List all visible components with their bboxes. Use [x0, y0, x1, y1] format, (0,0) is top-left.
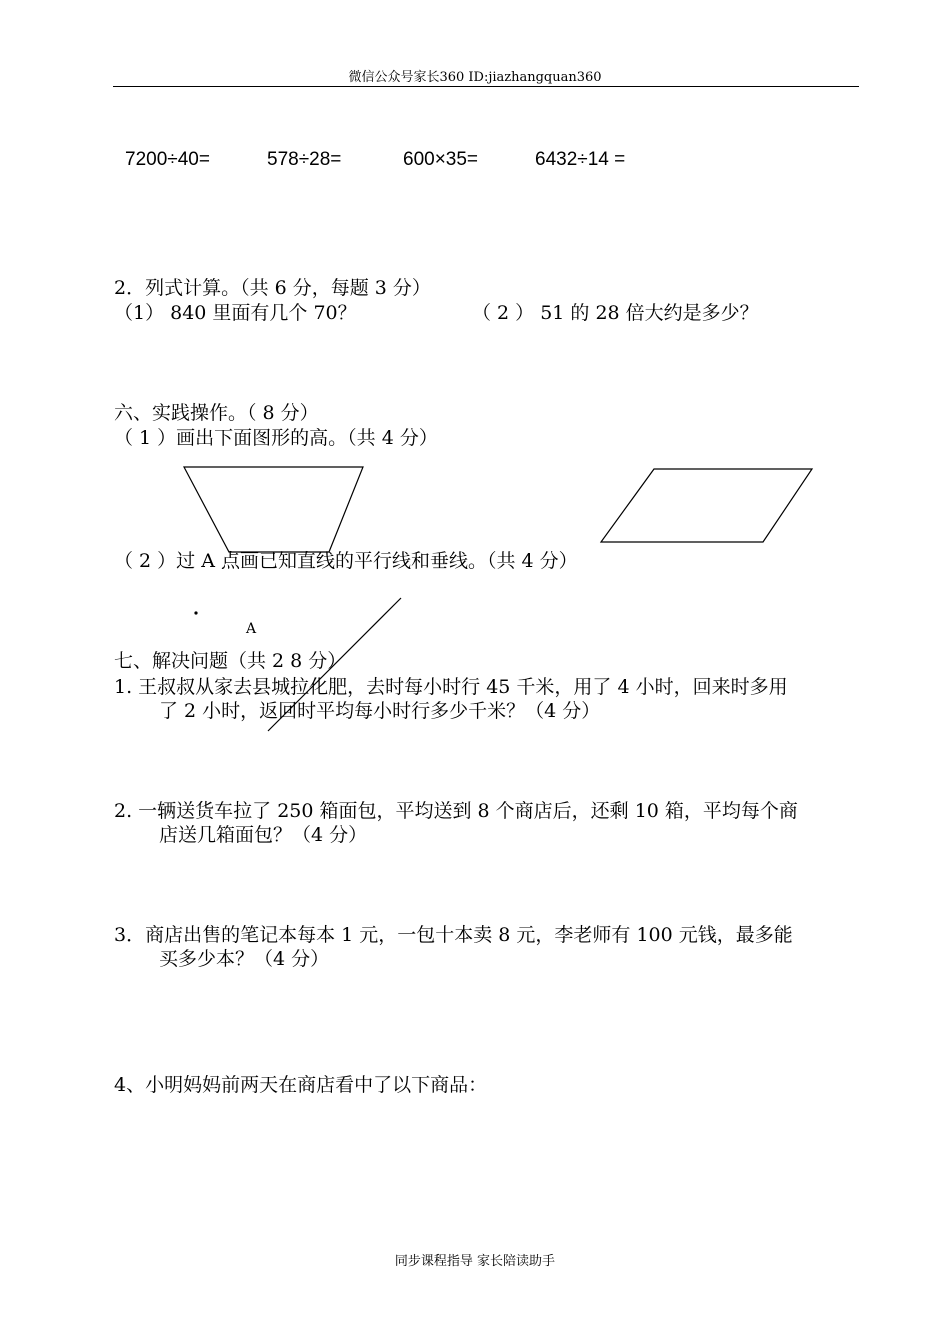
page-header: 微信公众号家长360 ID:jiazhangquan360 — [348, 70, 602, 85]
problem-3-line-1: 3．商店出售的笔记本每本 1 元，一包十本卖 8 元，李老师有 100 元钱，最多能 — [114, 924, 793, 946]
problem-1-line-1: 1. 王叔叔从家去县城拉化肥，去时每小时行 45 千米，用了 4 小时，回来时多用 — [114, 676, 788, 698]
section6-question-2: （ 2 ）过 A 点画已知直线的平行线和垂线。（共 4 分） — [114, 550, 578, 572]
section2-question-1: （1） 840 里面有几个 70？ — [114, 302, 357, 324]
calc-item-3: 600×35= — [403, 149, 479, 170]
point-a — [194, 611, 197, 614]
problem-2-line-1: 2. 一辆送货车拉了 250 箱面包，平均送到 8 个商店后，还剩 10 箱，平均每个商 — [114, 800, 798, 822]
section2-title: 2．列式计算。（共 6 分，每题 3 分） — [114, 277, 431, 299]
calc-item-2: 578÷28= — [267, 149, 342, 170]
section2-question-2: （ 2 ） 51 的 28 倍大约是多少？ — [472, 302, 759, 324]
given-line — [268, 598, 401, 731]
page-footer: 同步课程指导 家长陪读助手 — [394, 1254, 556, 1269]
section7-title: 七、解决问题（共 2 8 分） — [114, 650, 347, 672]
point-a-label: A — [246, 621, 257, 637]
problem-3-line-2: 买多少本？（4 分） — [159, 948, 330, 970]
problem-4: 4、小明妈妈前两天在商店看中了以下商品： — [114, 1074, 488, 1096]
section6-title: 六、实践操作。（ 8 分） — [114, 402, 319, 424]
calc-item-1: 7200÷40= — [125, 149, 210, 170]
calc-item-4: 6432÷14 = — [535, 149, 626, 170]
parallelogram-figure — [601, 469, 812, 542]
section6-question-1: （ 1 ）画出下面图形的高。（共 4 分） — [114, 427, 438, 449]
trapezoid-figure — [184, 467, 363, 552]
problem-1-line-2: 了 2 小时，返回时平均每小时行多少千米？（4 分） — [159, 700, 601, 722]
problem-2-line-2: 店送几箱面包？（4 分） — [159, 824, 368, 846]
